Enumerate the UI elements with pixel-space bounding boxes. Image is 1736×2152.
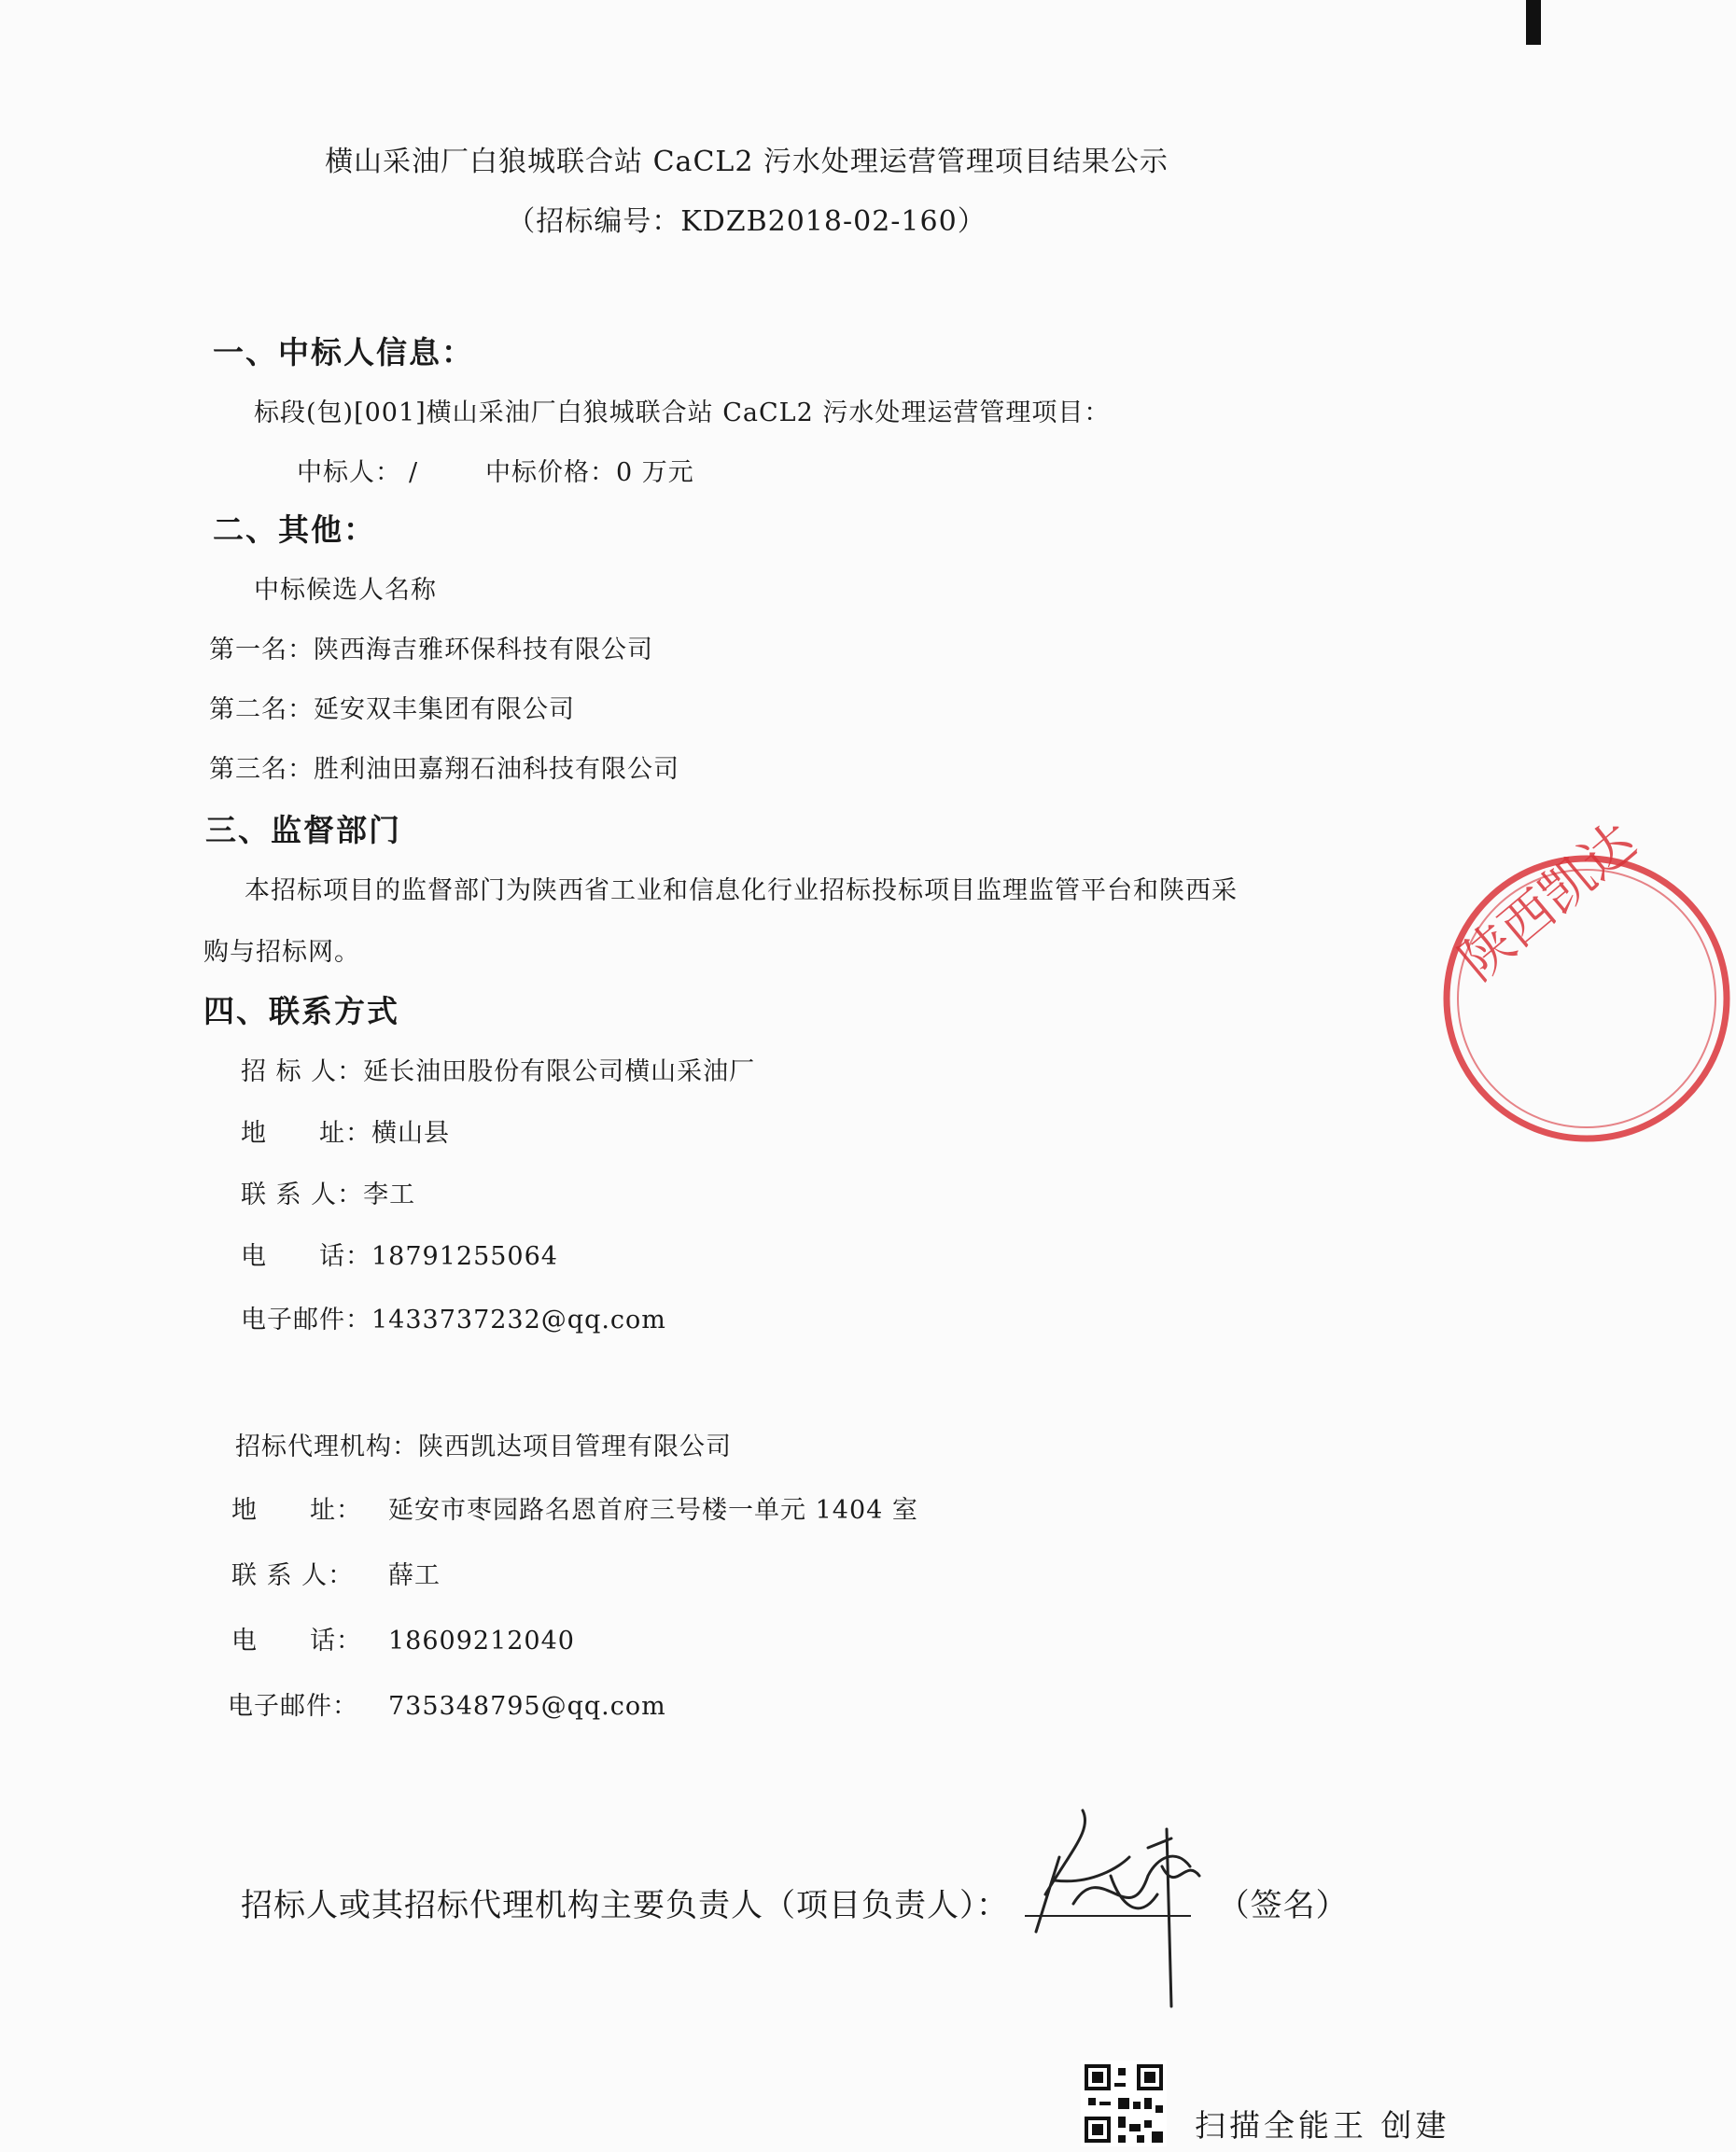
candidate-item (209, 629, 653, 665)
candidate-name: 胜利油田嘉翔石油科技有限公司 (314, 755, 679, 784)
contact-value: 陕西凯达项目管理有限公司 (418, 1432, 732, 1461)
agency-contact-row (228, 1685, 666, 1722)
section-heading-supervision: 三、监督部门 (205, 812, 401, 848)
tenderer-contact-row (241, 1236, 558, 1272)
contact-value: 延安市枣园路名恩首府三号楼一单元 1404 室 (388, 1496, 918, 1525)
contact-label: 地 址： (241, 1119, 371, 1148)
contact-label: 电 话： (231, 1627, 362, 1656)
contact-label: 联 系 人： (241, 1181, 364, 1209)
scanner-watermark: 扫描全能王 创建 (1195, 2107, 1450, 2144)
tender-number: （招标编号：KDZB2018-02-160） (507, 205, 987, 238)
price-row (485, 452, 694, 488)
contact-value: 18791255064 (371, 1242, 558, 1271)
contact-label: 电子邮件： (228, 1692, 358, 1721)
price-value: 0 万元 (616, 458, 694, 487)
handwritten-signature (1017, 1792, 1204, 2016)
contact-value: 18609212040 (388, 1627, 575, 1656)
tenderer-contact-row (241, 1051, 755, 1087)
seal-text: 陕西凯达 (1448, 811, 1648, 993)
candidate-item (209, 689, 575, 725)
contact-value: 735348795@qq.com (388, 1692, 666, 1721)
candidate-name: 陕西海吉雅环保科技有限公司 (314, 636, 653, 664)
tenderer-contact-row (241, 1299, 666, 1335)
contact-label: 电子邮件： (241, 1306, 371, 1335)
agency-contact-row (231, 1555, 441, 1591)
winner-row (297, 452, 418, 488)
section-heading-other: 二、其他： (213, 511, 376, 548)
contact-value: 1433737232@qq.com (371, 1306, 666, 1335)
signature-label: 招标人或其招标代理机构主要负责人（项目负责人）： (241, 1887, 1009, 1924)
candidate-rank: 第三名： (209, 755, 314, 784)
candidates-title: 中标候选人名称 (254, 576, 437, 605)
winner-value: / (409, 458, 419, 487)
document-title: 横山采油厂白狼城联合站 CaCL2 污水处理运营管理项目结果公示 (325, 146, 1169, 178)
contact-value: 李工 (363, 1181, 416, 1209)
winner-label: 中标人： (297, 458, 401, 487)
agency-contact-row (231, 1620, 575, 1656)
candidate-rank: 第二名： (209, 695, 314, 724)
section-heading-contact: 四、联系方式 (203, 993, 399, 1029)
contact-value: 薛工 (388, 1561, 441, 1590)
candidate-item (209, 748, 679, 785)
supervision-text-line1: 本招标项目的监督部门为陕西省工业和信息化行业招标投标项目监理监管平台和陕西采 (245, 876, 1238, 905)
contact-label: 招 标 人： (241, 1057, 364, 1086)
company-seal (1437, 811, 1736, 1148)
contact-label: 地 址： (231, 1496, 362, 1525)
agency-contact-row (235, 1426, 732, 1462)
contact-label: 招标代理机构： (235, 1432, 418, 1461)
section-heading-winner: 一、中标人信息： (213, 334, 474, 370)
agency-contact-row (231, 1489, 918, 1526)
candidate-rank: 第一名： (209, 636, 314, 664)
contact-value: 横山县 (371, 1119, 450, 1148)
contact-value: 延长油田股份有限公司横山采油厂 (363, 1057, 756, 1086)
candidate-name: 延安双丰集团有限公司 (314, 695, 575, 724)
scan-corner-mark (1526, 0, 1541, 45)
signature-suffix: （签名） (1217, 1887, 1349, 1924)
lot-description: 标段(包)[001]横山采油厂白狼城联合站 CaCL2 污水处理运营管理项目： (254, 398, 1111, 427)
contact-label: 电 话： (241, 1242, 371, 1271)
tenderer-contact-row (241, 1174, 415, 1210)
supervision-text-line2: 购与招标网。 (203, 938, 360, 967)
qr-code-icon (1081, 2061, 1167, 2146)
price-label: 中标价格： (485, 458, 616, 487)
contact-label: 联 系 人： (231, 1561, 355, 1590)
tenderer-contact-row (241, 1112, 450, 1149)
